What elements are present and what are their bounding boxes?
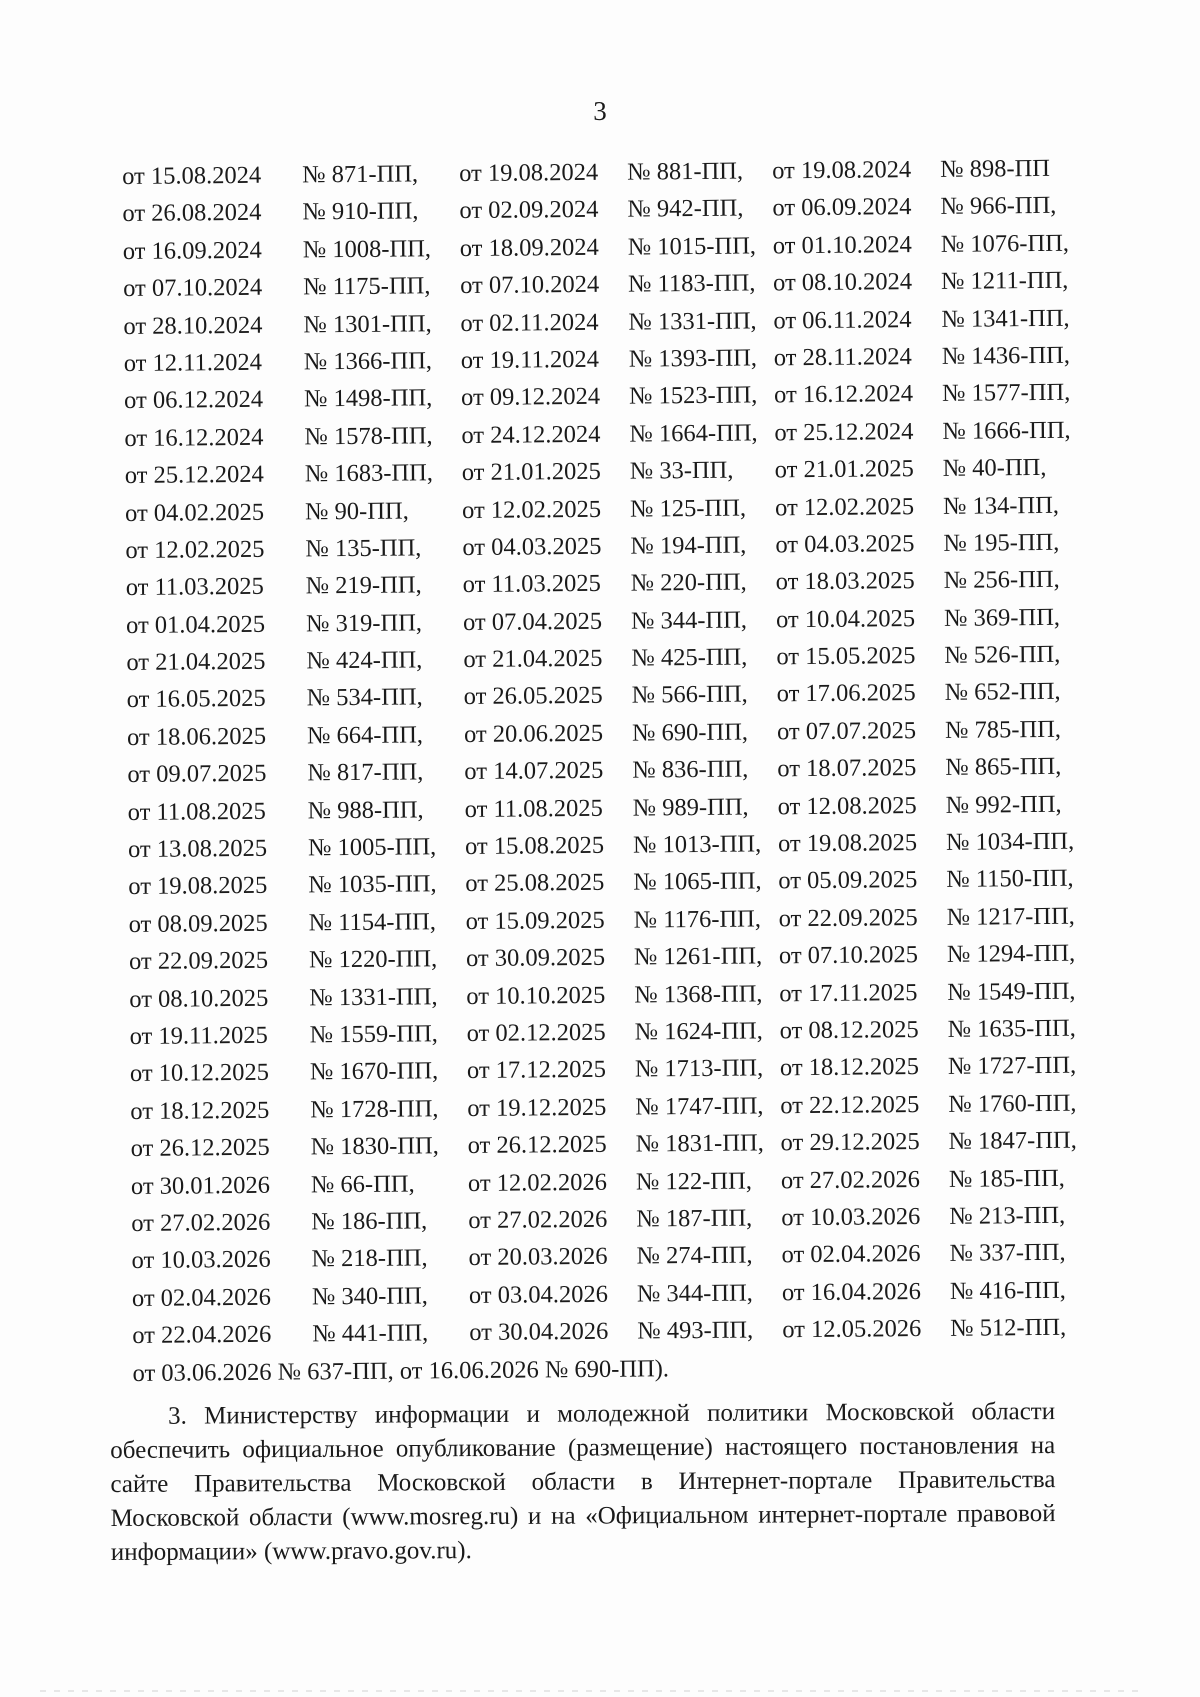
resolution-date: от 17.12.2025 [466,1056,607,1085]
resolution-date: от 30.01.2026 [130,1171,271,1200]
resolution-number: № 1013-ПП, [632,830,762,859]
resolution-date: от 07.10.2024 [123,273,263,303]
resolution-date: от 12.02.2025 [774,492,915,521]
resolution-date: от 16.12.2024 [124,423,264,452]
resolution-number: № 1498-ПП, [303,384,433,413]
resolution-number: № 1666-ПП, [942,416,1071,445]
resolution-date: от 11.03.2025 [462,570,601,599]
resolution-number: № 1393-ПП, [628,344,758,373]
resolution-number: № 652-ПП, [944,678,1061,707]
resolution-number: № 1015-ПП, [627,232,757,261]
resolution-date: от 22.09.2025 [128,946,269,976]
resolution-date: от 02.04.2026 [781,1240,921,1269]
resolution-date: от 19.08.2025 [777,829,918,858]
resolution-date: от 02.12.2025 [466,1018,606,1048]
resolution-number: № 1331-ПП, [628,307,757,336]
resolution-date: от 15.08.2024 [122,161,262,190]
resolution-date: от 04.03.2025 [775,530,915,559]
resolution-date: от 10.04.2025 [775,604,916,633]
resolution-number: № 566-ПП, [631,681,748,710]
resolution-date: от 25.12.2024 [124,460,264,490]
resolution-number: № 256-ПП, [943,566,1060,595]
resolution-number: № 90-ПП, [304,497,409,525]
resolution-number: № 416-ПП, [949,1276,1066,1305]
resolution-list [122,150,1088,1392]
resolution-number: № 185-ПП, [948,1164,1065,1193]
resolution-number: № 274-ПП, [636,1241,753,1270]
resolution-date: от 12.08.2025 [777,791,917,820]
resolution-number: № 898-ПП [940,154,1051,183]
page-number: 3 [593,96,607,126]
resolution-number: № 1436-ПП, [941,341,1071,370]
resolution-date: от 10.12.2025 [129,1059,270,1088]
resolution-number: № 1366-ПП, [303,347,433,376]
resolution-number: № 1847-ПП, [948,1126,1077,1155]
resolution-number: № 1831-ПП, [635,1129,764,1158]
paragraph-3 [110,1395,1056,1570]
resolution-number: № 881-ПП, [627,157,744,186]
resolution-date: от 16.05.2025 [126,685,266,714]
resolution-number: № 1727-ПП, [947,1052,1077,1081]
resolution-date: от 20.06.2025 [463,719,604,748]
resolution-date: от 08.10.2024 [772,268,913,297]
resolution-number: № 871-ПП, [302,160,419,189]
resolution-number: № 1217-ПП, [946,902,1075,931]
resolution-number: № 910-ПП, [302,197,419,226]
resolution-date: от 19.11.2025 [129,1021,268,1050]
resolution-number: № 186-ПП, [311,1207,428,1236]
resolution-number: № 134-ПП, [942,491,1060,520]
resolution-date: от 21.04.2025 [463,644,603,674]
resolution-number: № 1065-ПП, [633,867,762,896]
resolution-number: № 218-ПП, [311,1244,428,1273]
resolution-date: от 12.02.2025 [125,535,265,564]
resolution-number: № 1005-ПП, [307,833,437,862]
resolution-date: от 08.12.2025 [779,1016,919,1045]
resolution-date: от 22.04.2026 [132,1320,272,1350]
resolution-date: от 02.09.2024 [459,196,599,225]
resolution-date: от 06.09.2024 [772,193,912,222]
resolution-number: № 1211-ПП, [940,266,1069,296]
resolution-number: № 344-ПП, [636,1279,753,1308]
resolution-date: от 30.09.2025 [465,944,606,973]
resolution-date: от 26.05.2025 [463,682,603,711]
resolution-number: № 319-ПП, [305,609,423,638]
resolution-date: от 24.12.2024 [461,420,601,449]
resolution-date: от 03.04.2026 [468,1280,609,1309]
resolution-date: от 18.12.2025 [130,1096,270,1125]
resolution-date: от 21.04.2025 [126,647,266,677]
resolution-number: № 664-ПП, [306,721,424,750]
resolution-date: от 07.07.2025 [776,716,917,746]
resolution-date: от 28.11.2024 [773,343,912,372]
list-tail-line: от 03.06.2026 № 637-ПП, от 16.06.2026 № 690-ПП). [132,1354,670,1387]
resolution-date: от 15.09.2025 [465,906,605,935]
resolution-date: от 09.12.2024 [460,383,601,412]
resolution-date: от 18.07.2025 [777,754,917,783]
resolution-number: № 992-ПП, [945,790,1062,819]
resolution-date: от 11.03.2025 [125,573,264,602]
resolution-date: от 28.10.2024 [123,311,263,340]
resolution-number: № 195-ПП, [943,528,1060,557]
resolution-number: № 512-ПП, [950,1313,1067,1342]
resolution-date: от 04.02.2025 [124,498,265,527]
resolution-number: № 1664-ПП, [629,419,758,448]
resolution-date: от 04.03.2025 [462,532,602,561]
resolution-number: № 1523-ПП, [628,381,758,410]
resolution-date: от 06.11.2024 [773,305,912,334]
resolution-number: № 1220-ПП, [308,945,438,974]
resolution-number: № 988-ПП, [307,796,424,825]
resolution-date: от 18.12.2025 [779,1053,920,1082]
resolution-date: от 19.12.2025 [467,1093,607,1122]
resolution-date: от 30.04.2026 [469,1317,609,1347]
resolution-date: от 19.08.2025 [128,872,268,901]
resolution-date: от 13.08.2025 [127,834,268,864]
resolution-date: от 14.07.2025 [464,757,604,786]
resolution-date: от 25.12.2024 [774,417,914,447]
resolution-date: от 18.03.2025 [775,567,915,596]
resolution-number: № 66-ПП, [310,1170,415,1198]
resolution-number: № 220-ПП, [630,568,747,597]
resolution-number: № 425-ПП, [631,643,748,672]
resolution-date: от 29.12.2025 [780,1128,920,1157]
resolution-date: от 11.08.2025 [464,794,603,823]
resolution-number: № 690-ПП, [631,718,749,747]
resolution-date: от 21.01.2025 [774,455,914,484]
resolution-date: от 17.06.2025 [776,679,916,708]
resolution-date: от 09.07.2025 [127,760,267,789]
resolution-number: № 1624-ПП, [634,1017,763,1046]
resolution-date: от 07.04.2025 [462,607,603,636]
resolution-date: от 27.02.2026 [780,1165,921,1194]
resolution-number: № 219-ПП, [305,571,422,600]
resolution-number: № 1635-ПП, [947,1014,1076,1043]
resolution-number: № 1368-ПП, [634,980,763,1009]
resolution-number: № 966-ПП, [940,192,1057,221]
resolution-number: № 1728-ПП, [310,1095,439,1124]
resolution-date: от 22.09.2025 [778,903,918,933]
resolution-date: от 27.02.2026 [468,1205,608,1234]
resolution-number: № 817-ПП, [307,758,424,787]
resolution-number: № 493-ПП, [637,1316,754,1345]
resolution-number: № 1183-ПП, [628,269,756,298]
resolution-number: № 194-ПП, [630,531,747,560]
resolution-date: от 08.10.2025 [129,984,269,1013]
resolution-number: № 33-ПП, [629,456,734,485]
resolution-number: № 340-ПП, [311,1282,428,1311]
resolution-number: № 785-ПП, [944,715,1062,744]
resolution-number: № 1670-ПП, [309,1057,439,1086]
resolution-number: № 1331-ПП, [309,982,438,1011]
resolution-number: № 1035-ПП, [308,870,437,899]
resolution-date: от 26.08.2024 [122,199,262,228]
scan-artifact-line [40,1690,1140,1692]
resolution-number: № 1294-ПП, [946,939,1076,969]
resolution-date: от 26.12.2025 [467,1130,607,1160]
resolution-number: № 424-ПП, [306,646,423,675]
resolution-date: от 01.04.2025 [125,610,266,639]
resolution-date: от 10.03.2026 [131,1246,271,1275]
resolution-number: № 1154-ПП, [308,908,437,937]
resolution-date: от 12.02.2025 [461,495,602,524]
resolution-number: № 1760-ПП, [948,1089,1077,1118]
resolution-date: от 12.11.2024 [123,348,263,377]
resolution-date: от 19.08.2024 [459,158,599,188]
paragraph-3-text: 3. Министерству информации и молодежной политики Московской области обеспечить официальное опубликование (размещение) настоящего постановления на сайте Правительства Московской области в Интернет-портале Правительства Московской области (www.mosreg.ru) и на «Официальном интернет-портале правовой информации» (www.pravo.gov.ru). [110,1398,1056,1566]
resolution-number: № 213-ПП, [949,1201,1066,1230]
resolution-date: от 05.09.2025 [778,866,918,895]
resolution-number: № 344-ПП, [630,606,748,635]
resolution-number: № 1150-ПП, [946,865,1074,894]
resolution-number: № 1076-ПП, [940,229,1070,258]
resolution-number: № 1747-ПП, [635,1092,764,1121]
resolution-number: № 526-ПП, [944,640,1061,669]
resolution-number: № 187-ПП, [636,1204,753,1233]
resolution-date: от 07.10.2024 [460,271,600,300]
resolution-number: № 1175-ПП, [303,272,431,301]
resolution-number: № 836-ПП, [632,755,749,784]
resolution-number: № 534-ПП, [306,683,423,712]
resolution-date: от 02.04.2026 [131,1283,272,1312]
resolution-date: от 10.10.2025 [466,981,606,1010]
resolution-date: от 01.10.2024 [772,230,912,260]
resolution-number: № 1578-ПП, [304,422,433,451]
resolution-number: № 441-ПП, [312,1319,429,1348]
resolution-number: № 122-ПП, [635,1167,752,1196]
resolution-date: от 25.08.2025 [465,869,605,898]
resolution-number: № 337-ПП, [949,1239,1066,1268]
resolution-number: № 1176-ПП, [633,905,762,934]
resolution-date: от 02.11.2024 [460,308,599,337]
resolution-date: от 08.09.2025 [128,909,268,938]
resolution-number: № 125-ПП, [629,494,747,523]
resolution-number: № 369-ПП, [943,603,1061,632]
resolution-number: № 1683-ПП, [304,459,434,488]
resolution-date: от 22.12.2025 [780,1090,920,1120]
resolution-number: № 942-ПП, [627,194,744,223]
resolution-number: № 865-ПП, [945,753,1062,782]
resolution-date: от 16.04.2026 [781,1277,922,1307]
resolution-date: от 18.06.2025 [126,722,267,751]
resolution-date: от 10.03.2026 [781,1203,921,1232]
resolution-number: № 1341-ПП, [941,304,1070,333]
resolution-date: от 19.11.2024 [460,345,600,375]
resolution-date: от 26.12.2025 [130,1133,270,1163]
resolution-date: от 15.08.2025 [464,831,605,861]
resolution-date: от 17.11.2025 [779,978,918,1007]
resolution-number: № 1034-ПП, [945,827,1075,856]
resolution-date: от 11.08.2025 [127,797,266,826]
resolution-number: № 40-ПП, [942,454,1047,482]
resolution-number: № 989-ПП, [632,793,749,822]
resolution-number: № 1713-ПП, [634,1054,764,1083]
resolution-number: № 1559-ПП, [309,1020,438,1049]
resolution-number: № 1577-ПП, [941,379,1071,408]
resolution-date: от 12.02.2026 [467,1168,608,1197]
resolution-number: № 1830-ПП, [310,1132,439,1161]
resolution-number: № 1261-ПП, [633,942,763,971]
resolution-date: от 18.09.2024 [459,233,599,262]
resolution-number: № 1301-ПП, [303,309,432,338]
resolution-date: от 19.08.2024 [772,156,912,185]
resolution-number: № 1008-ПП, [302,235,432,264]
resolution-number: № 135-ПП, [305,534,422,563]
resolution-date: от 21.01.2025 [461,457,601,487]
resolution-date: от 16.09.2024 [122,236,262,265]
resolution-date: от 16.12.2024 [773,380,914,409]
resolution-date: от 20.03.2026 [468,1243,608,1272]
resolution-date: от 12.05.2026 [782,1315,922,1344]
resolution-date: от 06.12.2024 [124,386,264,415]
resolution-date: от 07.10.2025 [778,941,919,970]
resolution-date: от 27.02.2026 [131,1208,271,1237]
resolution-number: № 1549-ПП, [947,977,1076,1006]
resolution-date: от 15.05.2025 [776,642,916,671]
